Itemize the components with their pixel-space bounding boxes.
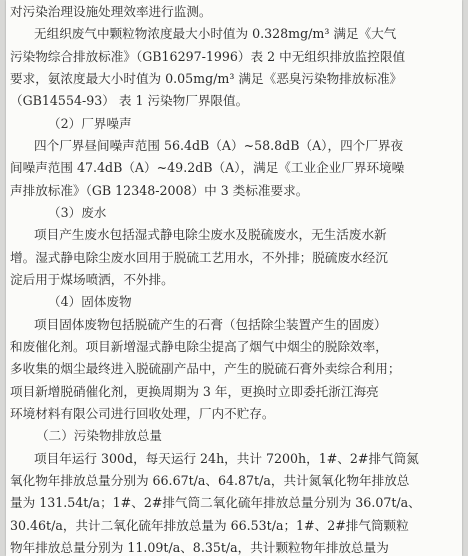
text-line: 多收集的烟尘最终进入脱硫副产品中，产生的脱硫石膏外卖综合利用； <box>10 361 401 376</box>
section-heading: （3）废水 <box>48 205 107 220</box>
text-line: 和废催化剂。项目新增湿式静电除尘提高了烟气中烟尘的脱除效率， <box>10 339 388 354</box>
text-line: 项目新增脱硝催化剂，更换周期为 3 年，更换时立即委托浙江海亮 <box>10 384 379 399</box>
text-line: 四个厂界昼间噪声范围 56.4dB（A）~58.8dB（A），四个厂界夜 <box>34 138 404 153</box>
text-line: 间噪声范围 47.4dB（A）~49.2dB（A），满足《工业企业厂界环境噪 <box>10 160 405 175</box>
text-line: 淀后用于煤场喷洒，不外排。 <box>10 272 174 287</box>
section-heading: （4）固体废物 <box>48 294 132 309</box>
text-line: 项目固体废物包括脱硫产生的石膏（包括除尘装置产生的固废） <box>34 317 387 332</box>
text-line: 物年排放总量分别为 11.09t/a、8.35t/a，共计颗粒物年排放总量为 <box>10 540 389 555</box>
text-line: 氧化物年排放总量分别为 66.67t/a、64.87t/a，共计氮氧化物年排放总 <box>10 473 410 488</box>
text-line: 对污染治理设施处理效率进行监测。 <box>10 4 212 19</box>
text-line: 增。湿式静电除尘废水回用于脱硫工艺用水，不外排；脱硫废水经沉 <box>10 250 388 265</box>
text-line: 污染物综合排放标准》（GB16297-1996）表 2 中无组织排放监控限值 <box>10 49 406 64</box>
text-line: 声排放标准》（GB 12348-2008）中 3 类标准要求。 <box>10 183 309 198</box>
section-heading: （2）厂界噪声 <box>48 116 132 131</box>
text-line: 项目年运行 300d，每天运行 24h，共计 7200h，1#、2#排气筒氮 <box>34 451 419 466</box>
text-line: （GB14554-93） 表 1 污染物厂界限值。 <box>10 93 249 108</box>
text-line: 要求，氨浓度最大小时值为 0.05mg/m³ 满足《恶臭污染物排放标准》 <box>10 71 403 86</box>
document-page <box>6 0 462 556</box>
text-line: 30.46t/a，共计二氧化硫年排放总量为 66.53t/a；1#、2#排气筒颗粒 <box>10 518 409 533</box>
text-line: 环境材料有限公司进行回收处理，厂内不贮存。 <box>10 406 275 421</box>
text-line: 量为 131.54t/a；1#、2#排气筒二氧化硫年排放总量分别为 36.07t/a、 <box>10 495 421 510</box>
section-heading: （二）污染物排放总量 <box>36 428 162 443</box>
text-line: 项目产生废水包括湿式静电除尘废水及脱硫废水，无生活废水新 <box>34 227 387 242</box>
text-line: 无组织废气中颗粒物浓度最大小时值为 0.328mg/m³ 满足《大气 <box>34 26 397 41</box>
